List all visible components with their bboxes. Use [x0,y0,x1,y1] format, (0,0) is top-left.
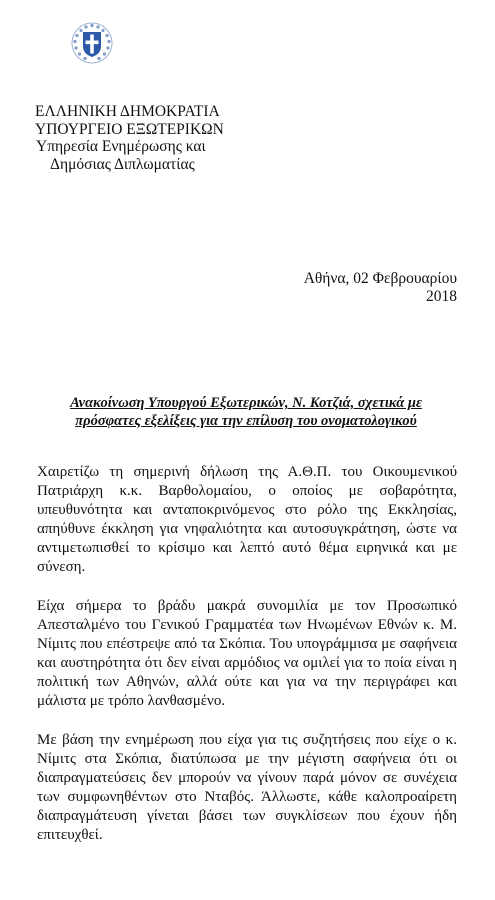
body-paragraph-2: Είχα σήμερα το βράδυ μακρά συνομιλία με τον Προσωπικό Απεσταλμένο του Γενικού Γραμματέα των Ηνωμένων Εθνών κ. Μ. Νίμιτς που επέστρεψε από τα Σκόπια. Του υπογράμμισα με σαφήνεια και αυστηρότητα ότι δεν είναι αρμόδιος να ομιλεί για το ποία είναι η πολιτική των Αθηνών, αλλά ούτε και για να την περιγράφει και μάλιστα με τρόπο λανθασμένο. [37,598,457,709]
date-place-day: Αθήνα, 02 Φεβρουαρίου [303,270,457,287]
header-ministry: ΥΠΟΥΡΓΕΙΟ ΕΞΩΤΕΡΙΚΩΝ [35,120,224,138]
title-line-2: πρόσφατες εξελίξεις για την επίλυση του ονοματολογικού [75,413,417,429]
ministry-header [35,103,224,173]
document-date [304,270,457,306]
greek-coat-of-arms-emblem-icon [71,22,113,64]
announcement-title [35,394,457,430]
date-year: 2018 [426,288,457,305]
header-country: ΕΛΛΗΝΙΚΗ ΔΗΜΟΚΡΑΤΙΑ [35,103,220,120]
header-service: Υπηρεσία Ενημέρωσης και [36,138,206,155]
body-paragraph-3: Με βάση την ενημέρωση που είχα για τις συζητήσεις που είχε ο κ. Νίμιτς στα Σκόπια, διατύπωσα με την μέγιστη σαφήνεια ότι οι διαπραγματεύσεις δεν μπορούν να γίνουν παρά μόνον σε συνέχεια των συμφωνηθέντων στο Νταβός. Άλλωστε, κάθε καλοπροαίρετη διαπραγμάτευση γίνεται βάσει των συγκλίσεων που έχουν ήδη επιτευχθεί. [37,732,457,843]
body-paragraph-1: Χαιρετίζω τη σημερινή δήλωση της Α.Θ.Π. του Οικουμενικού Πατριάρχη κ.κ. Βαρθολομαίου, ο οποίος με σοβαρότητα, υπευθυνότητα και ανταποκρινόμενος στο ρόλο της Εκκλησίας, απηύθυνε έκκληση για νηφαλιότητα και αυτοσυγκράτηση, ώστε να αντιμετωπισθεί το κρίσιμο και λεπτό αυτό θέμα ειρηνικά και με σύνεση. [37,464,457,575]
header-department: Δημόσιας Διπλωματίας [50,155,195,173]
title-line-1: Ανακοίνωση Υπουργού Εξωτερικών, Ν. Κοτζιά, σχετικά με [70,395,422,411]
announcement-body [37,463,457,865]
